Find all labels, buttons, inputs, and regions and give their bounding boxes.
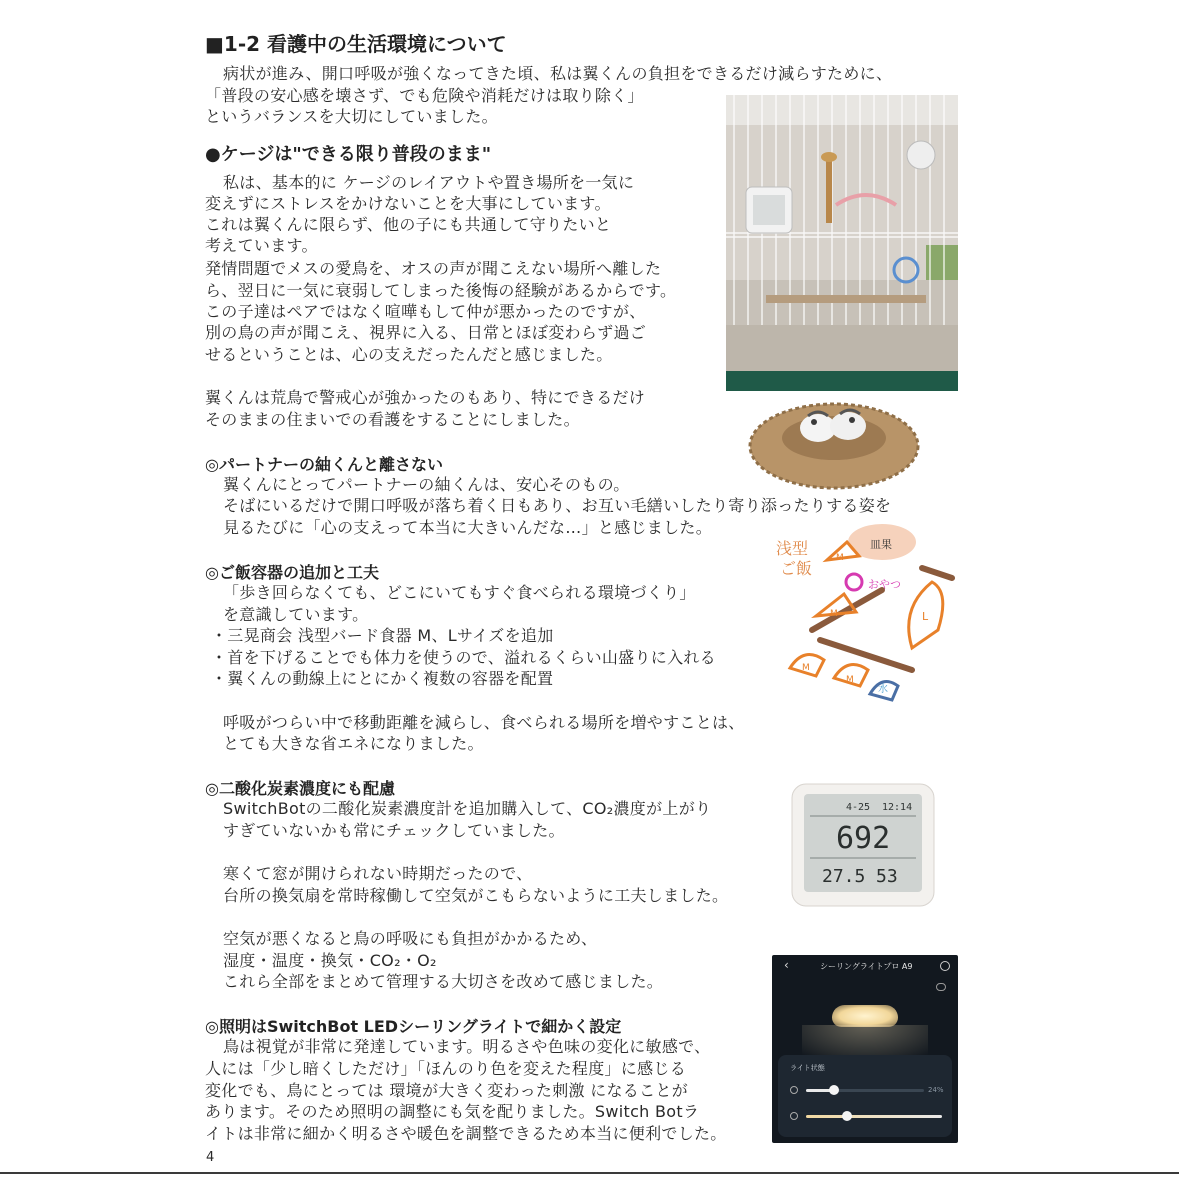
app-title: シーリングライトプロ A9: [820, 962, 913, 971]
body-line: 鳥は視覚が非常に発達しています。明るさや色味の変化に敏感で、: [223, 1037, 711, 1056]
body-line: 変化でも、鳥にとっては 環境が大きく変わった刺激 になることが: [205, 1081, 688, 1100]
body-line: SwitchBotの二酸化炭素濃度計を追加購入して、CO₂濃度が上がり: [223, 799, 712, 818]
back-chevron-icon: ‹: [784, 958, 789, 972]
meter-temp: 27.5: [822, 866, 866, 887]
page-number: 4: [206, 1150, 215, 1165]
partner-section-title: ◎パートナーの紬くんと離さない: [205, 455, 443, 474]
power-icon: [936, 983, 946, 991]
body-line: 見るたびに「心の支えって本当に大きいんだな…」と感じました。: [223, 518, 713, 537]
meter-co2: 692: [836, 821, 891, 856]
meter-humidity: 53: [876, 866, 898, 887]
body-line: 別の鳥の声が聞こえ、視界に入る、日常とほぼ変わらず過ご: [205, 323, 647, 342]
body-line: 発情問題でメスの愛鳥を、オスの声が聞こえない場所へ離した: [205, 259, 662, 278]
list-item: ・首を下げることでも体力を使うので、溢れるくらい山盛りに入れる: [211, 648, 716, 667]
brightness-slider-thumb[interactable]: [829, 1085, 839, 1095]
body-line: 翼くんにとってパートナーの紬くんは、安心そのもの。: [223, 475, 630, 494]
body-line: そばにいるだけで開口呼吸が落ち着く日もあり、お互い毛繕いしたり寄り添ったりする姿を: [223, 496, 892, 515]
intro-line: 病状が進み、開口呼吸が強くなってきた頃、私は翼くんの負担をできるだけ減らすために、: [223, 64, 893, 83]
body-line: 人には「少し暗くしただけ」「ほんのり色を変えた程度」に感じる: [205, 1059, 687, 1078]
birds-nest-photo: [748, 392, 920, 492]
brightness-value: 24%: [928, 1086, 944, 1094]
intro-line: というバランスを大切にしていました。: [205, 107, 498, 126]
body-line: とても大きな省エネになりました。: [223, 734, 484, 753]
label-fruit: 皿果: [870, 538, 892, 551]
body-line: を意識しています。: [223, 605, 369, 624]
body-line: 空気が悪くなると鳥の呼吸にも負担がかかるため、: [223, 929, 598, 948]
body-line: 台所の換気扇を常時稼働して空気がこもらないように工夫しました。: [223, 886, 729, 905]
feeder-layout-illustration: [772, 520, 972, 720]
color-temp-icon: [790, 1112, 798, 1120]
label-rice: ご飯: [780, 559, 813, 578]
brightness-icon: [790, 1086, 798, 1094]
body-line: 翼くんは荒鳥で警戒心が強かったのもあり、特にできるだけ: [205, 388, 646, 407]
body-line: 呼吸がつらい中で移動距離を減らし、食べられる場所を増やすことは、: [223, 713, 745, 732]
light-glow: [802, 1025, 928, 1055]
body-line: これら全部をまとめて管理する大切さを改めて感じました。: [223, 972, 664, 991]
brightness-slider[interactable]: [806, 1089, 924, 1092]
body-line: 寒くて窓が開けられない時期だったので、: [223, 864, 533, 883]
body-line: 「歩き回らなくても、どこにいてもすぐ食べられる環境づくり」: [223, 583, 696, 602]
intro-line: 「普段の安心感を壊さず、でも危険や消耗だけは取り除く」: [205, 86, 644, 105]
list-item: ・翼くんの動線上にとにかく複数の容器を配置: [211, 669, 554, 688]
list-item: ・三晃商会 浅型バード食器 M、Lサイズを追加: [211, 626, 554, 645]
body-line: 湿度・温度・換気・CO₂・O₂: [223, 951, 437, 970]
light-section-title: ◎照明はSwitchBot LEDシーリングライトで細かく設定: [205, 1017, 622, 1036]
mark-m: M: [830, 609, 838, 619]
meter-time: 12:14: [882, 802, 913, 813]
body-line: この子達はペアではなく喧嘩もして仲が悪かったのですが、: [205, 302, 646, 321]
bottom-divider: [0, 1172, 1179, 1174]
cage-photo: [726, 95, 958, 391]
body-line: これは翼くんに限らず、他の子にも共通して守りたいと: [205, 215, 612, 234]
gear-icon: [940, 961, 950, 971]
color-temp-slider[interactable]: [806, 1115, 942, 1118]
food-section-title: ◎ご飯容器の追加と工夫: [205, 563, 379, 582]
body-line: 変えずにストレスをかけないことを大事にしています。: [205, 194, 611, 213]
co2-section-title: ◎二酸化炭素濃度にも配慮: [205, 779, 395, 798]
meter-date: 4-25: [846, 802, 871, 813]
label-shallow: 浅型: [776, 539, 809, 558]
body-line: せるということは、心の支えだったんだと感じました。: [205, 345, 613, 364]
cage-section-title: ●ケージは"できる限り普段のまま": [205, 144, 492, 165]
mark-m: M: [836, 553, 844, 563]
body-line: イトは非常に細かく明るさや暖色を調整できるため本当に便利でした。: [205, 1124, 727, 1143]
co2-meter-photo: [788, 780, 938, 910]
light-panel: [778, 1055, 952, 1137]
mark-m: M: [802, 663, 810, 673]
ceiling-light-icon: [832, 1005, 898, 1027]
label-snack: おやつ: [868, 578, 901, 591]
body-line: 考えています。: [205, 236, 318, 255]
mark-l: L: [922, 610, 929, 623]
body-line: そのままの住まいでの看護をすることにしました。: [205, 410, 580, 429]
body-line: すぎていないかも常にチェックしていました。: [223, 821, 565, 840]
color-temp-slider-thumb[interactable]: [842, 1111, 852, 1121]
body-line: ら、翌日に一気に衰弱してしまった後悔の経験があるからです。: [205, 281, 677, 300]
label-water: 水: [878, 684, 888, 695]
mark-m: M: [846, 675, 854, 685]
body-line: あります。そのため照明の調整にも気を配りました。Switch Botラ: [205, 1102, 700, 1121]
section-heading: ■1-2 看護中の生活環境について: [205, 32, 507, 56]
light-app-screenshot: [772, 955, 958, 1143]
body-line: 私は、基本的に ケージのレイアウトや置き場所を一気に: [223, 173, 635, 192]
light-status-label: ライト状態: [790, 1064, 825, 1072]
